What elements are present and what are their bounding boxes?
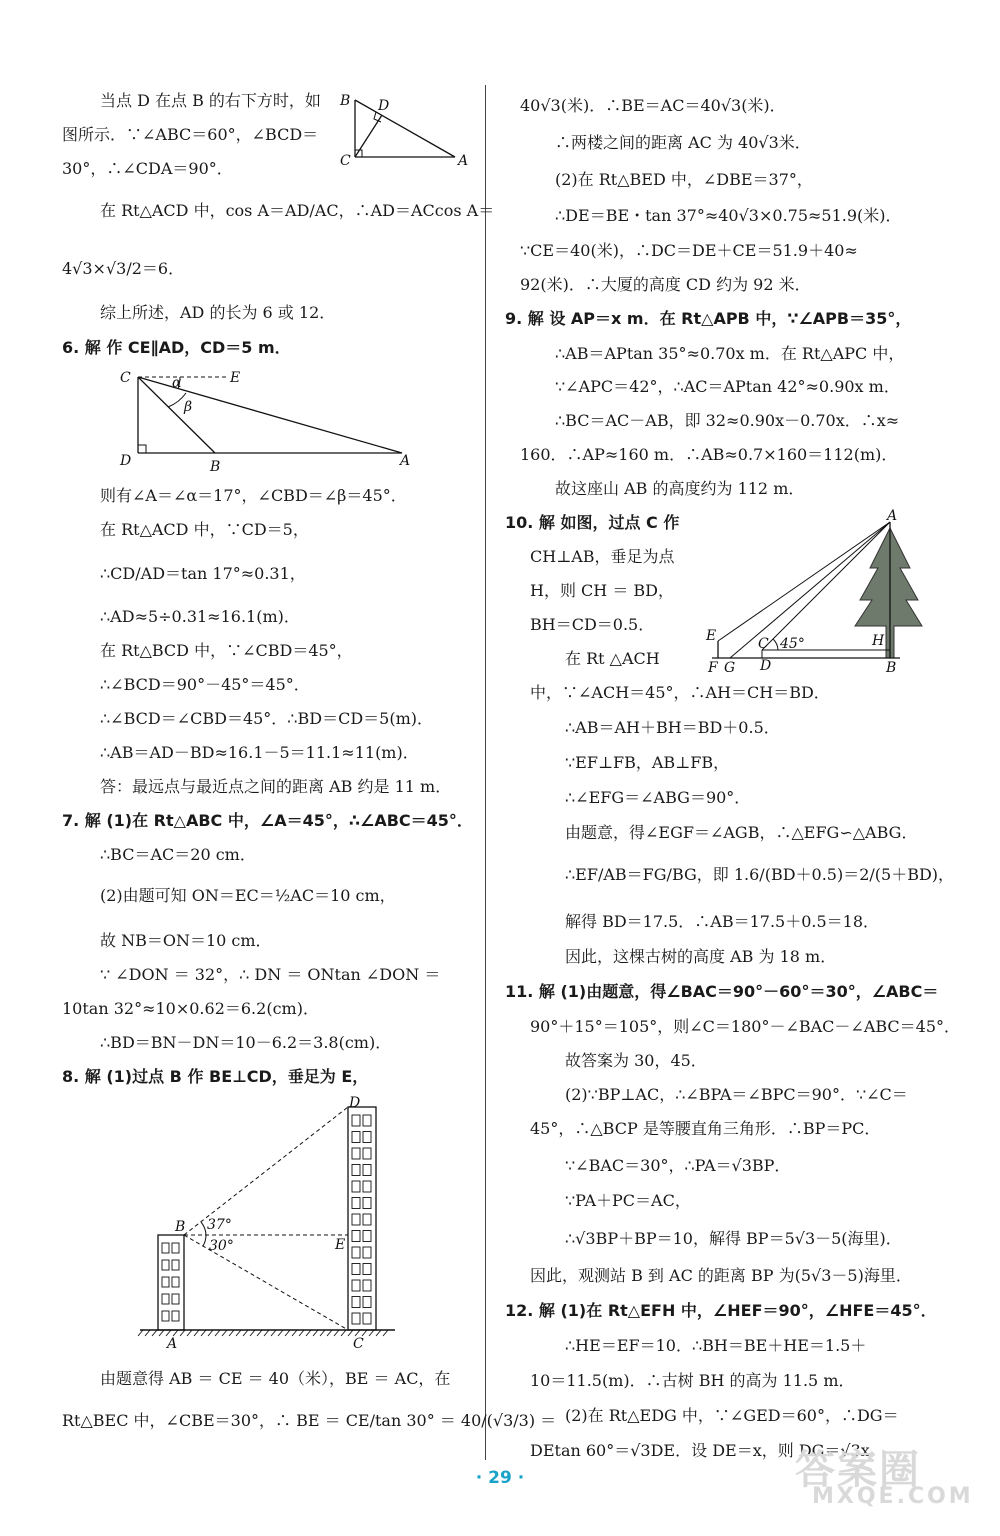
- label-d: D: [378, 98, 390, 114]
- text-line: ∵ ∠DON ＝ 32°，∴ DN ＝ ONtan ∠DON ＝: [100, 965, 441, 984]
- label-a: A: [458, 153, 469, 169]
- text-line: 答：最远点与最近点之间的距离 AB 约是 11 m．: [100, 777, 452, 796]
- problem-10-heading: 10. 解 如图，过点 C 作: [505, 513, 680, 532]
- label-e: E: [335, 1237, 346, 1253]
- problem-12-heading: 12. 解 (1)在 Rt△EFH 中，∠HEF＝90°，∠HFE＝45°．: [505, 1301, 937, 1320]
- text-line: ∴EF/AB＝FG/BG，即 1.6/(BD＋0.5)＝2/(5＋BD)，: [565, 865, 955, 884]
- text-line: 40√3(米)．∴BE＝AC＝40√3(米)．: [520, 96, 786, 115]
- text-line: ∴∠BCD＝∠CBD＝45°．∴BD＝CD＝5(m)．: [100, 709, 433, 728]
- problem-11-heading: 11. 解 (1)由题意，得∠BAC＝90°－60°＝30°，∠ABC＝: [505, 982, 939, 1001]
- text-line: ∴∠BCD＝90°－45°＝45°．: [100, 675, 310, 694]
- text-line: ∴AB＝AD－BD≈16.1－5＝11.1≈11(m)．: [100, 743, 419, 762]
- text-line: ∴√3BP＋BP＝10，解得 BP＝5√3－5(海里)．: [565, 1229, 902, 1248]
- problem-7-heading: 7. 解 (1)在 Rt△ABC 中，∠A＝45°，∴∠ABC＝45°．: [62, 811, 473, 830]
- text-line: 当点 D 在点 B 的右下方时，如: [100, 91, 321, 110]
- label-c: C: [353, 1336, 364, 1352]
- text-line: ∴BD＝BN－DN＝10－6.2＝3.8(cm)．: [100, 1033, 392, 1052]
- text-line: ∴AB＝AH＋BH＝BD＋0.5．: [565, 718, 780, 737]
- label-d: D: [349, 1095, 361, 1111]
- text-line: ∵∠BAC＝30°，∴PA＝√3BP．: [565, 1156, 791, 1175]
- text-line: ∴AD≈5÷0.31≈16.1(m)．: [100, 607, 300, 626]
- text-line: 30°，∴∠CDA＝90°．: [62, 159, 233, 178]
- text-line: 综上所述，AD 的长为 6 或 12．: [100, 303, 336, 322]
- text-line: 解得 BD＝17.5．∴AB＝17.5＋0.5＝18．: [565, 912, 880, 931]
- label-b: B: [175, 1219, 186, 1235]
- label-b: B: [210, 459, 221, 475]
- text-line: 故答案为 30，45．: [565, 1051, 707, 1070]
- text-line: H，则 CH ＝ BD，: [530, 581, 674, 600]
- text-line: 则有∠A＝∠α＝17°，∠CBD＝∠β＝45°．: [100, 486, 407, 505]
- label-e: E: [706, 628, 717, 644]
- text-line: 160．∴AP≈160 m．∴AB≈0.7×160＝112(m)．: [520, 445, 898, 464]
- label-a: A: [167, 1336, 178, 1352]
- text-line: ∴∠EFG＝∠ABG＝90°．: [565, 788, 751, 807]
- text-line: 90°＋15°＝105°，则∠C＝180°－∠BAC－∠ABC＝45°．: [530, 1017, 961, 1036]
- text-line: 在 Rt△BCD 中，∵∠CBD＝45°，: [100, 641, 353, 660]
- label-a: A: [887, 508, 898, 524]
- watermark-site: MXQE.COM: [812, 1484, 974, 1509]
- text-line: ∵CE＝40(米)，∴DC＝DE＋CE＝51.9＋40≈: [520, 241, 858, 260]
- text-line: (2)在 Rt△EDG 中，∵∠GED＝60°，∴DG＝: [565, 1406, 899, 1425]
- text-line: 中，∵∠ACH＝45°，∴AH＝CH＝BD．: [530, 683, 830, 702]
- text-line: 因此，观测站 B 到 AC 的距离 BP 为(5√3－5)海里．: [530, 1266, 912, 1285]
- text-line: (2)由题可知 ON＝EC＝½AC＝10 cm，: [100, 886, 396, 905]
- label-c: C: [120, 370, 131, 386]
- watermark-logo: 答案圈: [795, 1447, 921, 1493]
- text-line: ∵∠APC＝42°，∴AC＝APtan 42°≈0.90x m．: [555, 377, 900, 396]
- text-line: 在 Rt △ACH: [565, 649, 660, 668]
- text-line: 故 NB＝ON＝10 cm．: [100, 931, 272, 950]
- text-line: 图所示．∵∠ABC＝60°，∠BCD＝: [62, 125, 319, 144]
- label-d: D: [760, 658, 772, 674]
- text-line: ∴DE＝BE・tan 37°≈40√3×0.75≈51.9(米)．: [555, 206, 902, 225]
- text-line: ∴BC＝AC＝20 cm．: [100, 845, 256, 864]
- text-line: ∵EF⊥FB，AB⊥FB，: [565, 753, 730, 772]
- text-line: 92(米)．∴大厦的高度 CD 约为 92 米．: [520, 275, 811, 294]
- page-number: · 29 ·: [475, 1468, 525, 1488]
- figure-problem-6: [110, 365, 420, 477]
- label-alpha: α: [172, 375, 182, 391]
- figure-problem-8: [135, 1095, 400, 1357]
- text-line: ∴BC＝AC－AB，即 32≈0.90x－0.70x．∴x≈: [555, 411, 900, 430]
- problem-9-heading: 9. 解 设 AP＝x m．在 Rt△APB 中，∵∠APB＝35°，: [505, 309, 912, 328]
- figure-problem-10: [700, 508, 935, 676]
- text-line: 由题意得 AB ＝ CE ＝ 40（米），BE ＝ AC，在: [100, 1369, 451, 1388]
- label-f: F: [708, 660, 718, 676]
- text-line: ∴CD/AD＝tan 17°≈0.31，: [100, 564, 306, 583]
- label-g: G: [724, 660, 736, 676]
- problem-8-heading: 8. 解 (1)过点 B 作 BE⊥CD，垂足为 E，: [62, 1067, 369, 1086]
- label-b: B: [886, 660, 897, 676]
- text-line: DEtan 60°＝√3DE．设 DE＝x，则 DG＝√3x．: [530, 1441, 886, 1460]
- text-line: 在 Rt△ACD 中，cos A＝AD/AC，∴AD＝ACcos A＝: [100, 201, 495, 220]
- text-line: ∴HE＝EF＝10．∴BH＝BE＋HE＝1.5＋: [565, 1336, 867, 1355]
- text-line: (2)在 Rt△BED 中，∠DBE＝37°，: [555, 170, 813, 189]
- label-c: C: [758, 636, 769, 652]
- text-line: 在 Rt△ACD 中，∵CD＝5，: [100, 520, 309, 539]
- text-line: BH＝CD＝0.5．: [530, 615, 655, 634]
- angle-45: 45°: [780, 636, 805, 652]
- text-line: 45°，∴△BCP 是等腰直角三角形．∴BP＝PC．: [530, 1119, 881, 1138]
- figure-triangle-abcd: [330, 90, 480, 170]
- text-line: 故这座山 AB 的高度约为 112 m．: [555, 479, 805, 498]
- label-a: A: [400, 453, 411, 469]
- angle-30: 30°: [209, 1238, 234, 1254]
- label-beta: β: [184, 399, 193, 415]
- text-line: 10＝11.5(m)．∴古树 BH 的高为 11.5 m．: [530, 1371, 855, 1390]
- label-h: H: [872, 633, 885, 649]
- text-line: CH⊥AB，垂足为点: [530, 547, 675, 566]
- problem-6-heading: 6. 解 作 CE∥AD，CD＝5 m．: [62, 338, 291, 357]
- text-line: ∵PA＋PC＝AC，: [565, 1191, 691, 1210]
- column-divider: [485, 85, 486, 1460]
- label-e: E: [230, 370, 241, 386]
- text-line: Rt△BEC 中，∠CBE＝30°，∴ BE ＝ CE/tan 30° ＝ 40/(√3/3) ＝: [62, 1411, 557, 1430]
- label-d: D: [120, 453, 132, 469]
- angle-37: 37°: [207, 1217, 232, 1233]
- text-line: ∴AB＝APtan 35°≈0.70x m．在 Rt△APC 中，: [555, 344, 905, 363]
- text-line: 4√3×√3/2＝6．: [62, 259, 185, 278]
- label-c: C: [340, 153, 351, 169]
- text-line: 由题意，得∠EGF＝∠AGB，∴△EFG∽△ABG．: [565, 823, 918, 842]
- text-line: 因此，这棵古树的高度 AB 为 18 m．: [565, 947, 837, 966]
- text-line: 10tan 32°≈10×0.62＝6.2(cm)．: [62, 999, 319, 1018]
- text-line: (2)∵BP⊥AC，∴∠BPA＝∠BPC＝90°．∵∠C＝: [565, 1085, 908, 1104]
- label-b: B: [340, 93, 351, 109]
- text-line: ∴两楼之间的距离 AC 为 40√3米．: [555, 133, 811, 152]
